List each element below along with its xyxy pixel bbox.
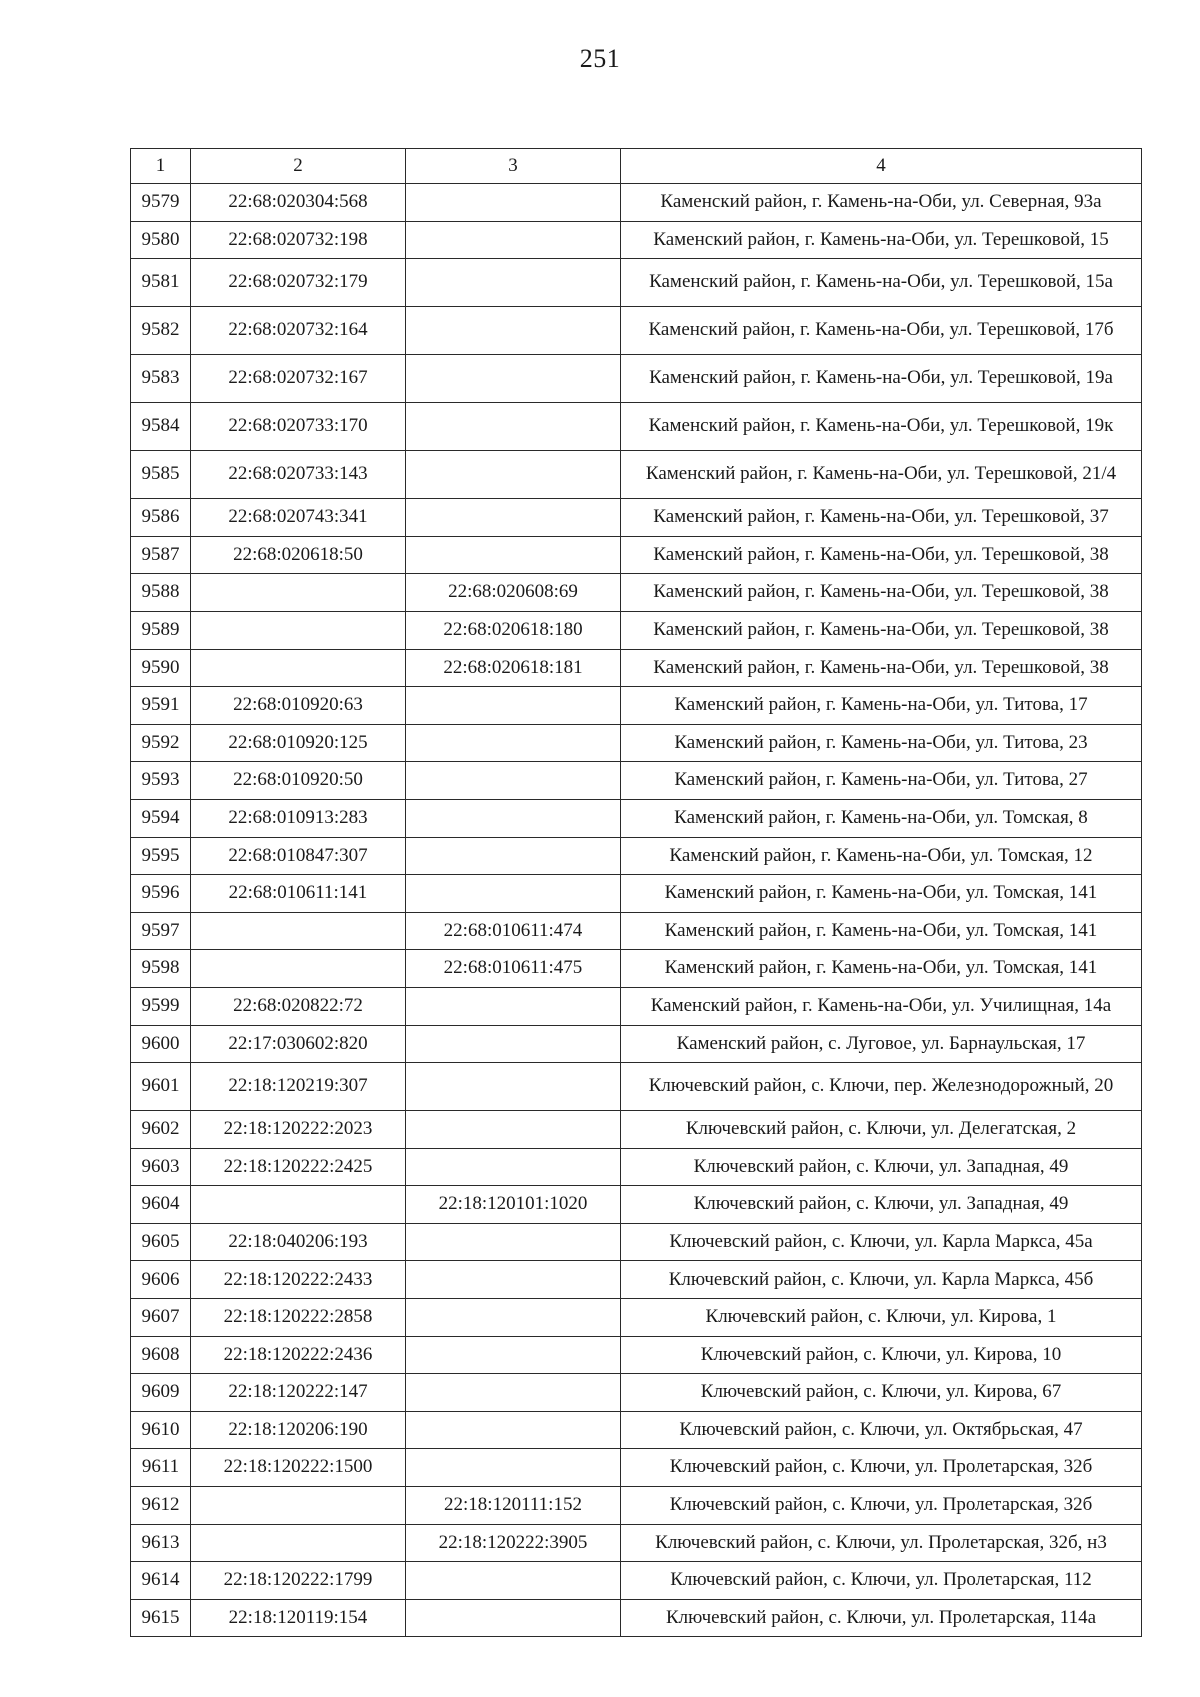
cadastral-number-col-2: 22:18:120222:2436 [191, 1336, 406, 1374]
header-col-1: 1 [131, 149, 191, 184]
address: Каменский район, г. Камень-на-Оби, ул. Терешковой, 15 [621, 221, 1142, 259]
table-row [131, 1063, 1142, 1111]
address: Каменский район, г. Камень-на-Оби, ул. Титова, 27 [621, 762, 1142, 800]
cadastral-number-col-3: 22:68:010611:475 [406, 950, 621, 988]
cadastral-number-col-3 [406, 403, 621, 451]
row-number: 9590 [131, 649, 191, 687]
cadastral-number-col-2 [191, 1487, 406, 1525]
row-number: 9597 [131, 912, 191, 950]
cadastral-number-col-3: 22:68:020618:181 [406, 649, 621, 687]
table-row [131, 184, 1142, 222]
header-col-4: 4 [621, 149, 1142, 184]
cadastral-number-col-2: 22:68:020732:164 [191, 307, 406, 355]
cadastral-number-col-3 [406, 1599, 621, 1637]
row-number: 9614 [131, 1562, 191, 1600]
cadastral-number-col-2: 22:68:010920:50 [191, 762, 406, 800]
row-number: 9593 [131, 762, 191, 800]
cadastral-number-col-2: 22:68:010920:63 [191, 687, 406, 725]
row-number: 9601 [131, 1063, 191, 1111]
cadastral-number-col-2 [191, 574, 406, 612]
row-number: 9613 [131, 1524, 191, 1562]
address: Ключевский район, с. Ключи, ул. Карла Маркса, 45а [621, 1223, 1142, 1261]
address: Каменский район, г. Камень-на-Оби, ул. Титова, 17 [621, 687, 1142, 725]
address: Каменский район, г. Камень-на-Оби, ул. Терешковой, 37 [621, 499, 1142, 537]
address: Каменский район, с. Луговое, ул. Барнаульская, 17 [621, 1025, 1142, 1063]
cadastral-number-col-3 [406, 799, 621, 837]
cadastral-number-col-3 [406, 987, 621, 1025]
cadastral-number-col-3 [406, 762, 621, 800]
table-row [131, 403, 1142, 451]
row-number: 9609 [131, 1374, 191, 1412]
row-number: 9581 [131, 259, 191, 307]
cadastral-number-col-2: 22:18:120222:1799 [191, 1562, 406, 1600]
address: Каменский район, г. Камень-на-Оби, ул. Томская, 141 [621, 912, 1142, 950]
cadastral-number-col-2: 22:68:020732:198 [191, 221, 406, 259]
table-row [131, 536, 1142, 574]
row-number: 9598 [131, 950, 191, 988]
cadastral-number-col-2 [191, 912, 406, 950]
address: Каменский район, г. Камень-на-Оби, ул. Томская, 141 [621, 875, 1142, 913]
table-row [131, 687, 1142, 725]
table-row [131, 1562, 1142, 1600]
cadastral-number-col-2: 22:68:020618:50 [191, 536, 406, 574]
cadastral-number-col-2: 22:68:020822:72 [191, 987, 406, 1025]
row-number: 9615 [131, 1599, 191, 1637]
cadastral-number-col-3 [406, 1374, 621, 1412]
cadastral-number-col-2: 22:18:120222:147 [191, 1374, 406, 1412]
table-row [131, 1336, 1142, 1374]
cadastral-number-col-3 [406, 1223, 621, 1261]
table-row [131, 912, 1142, 950]
address: Ключевский район, с. Ключи, ул. Западная, 49 [621, 1186, 1142, 1224]
cadastral-number-col-3 [406, 875, 621, 913]
address: Каменский район, г. Камень-на-Оби, ул. Терешковой, 19а [621, 355, 1142, 403]
cadastral-number-col-3 [406, 837, 621, 875]
registry-table [130, 148, 1142, 1637]
address: Каменский район, г. Камень-на-Оби, ул. Терешковой, 38 [621, 649, 1142, 687]
table-row [131, 1223, 1142, 1261]
table-row [131, 762, 1142, 800]
row-number: 9592 [131, 724, 191, 762]
table-row [131, 1025, 1142, 1063]
table-row [131, 1261, 1142, 1299]
address: Каменский район, г. Камень-на-Оби, ул. Терешковой, 38 [621, 611, 1142, 649]
header-col-3: 3 [406, 149, 621, 184]
table-row [131, 1449, 1142, 1487]
cadastral-number-col-3 [406, 259, 621, 307]
address: Каменский район, г. Камень-на-Оби, ул. Терешковой, 19к [621, 403, 1142, 451]
table-row [131, 724, 1142, 762]
cadastral-number-col-3 [406, 687, 621, 725]
cadastral-number-col-3 [406, 1562, 621, 1600]
address: Ключевский район, с. Ключи, ул. Пролетарская, 114а [621, 1599, 1142, 1637]
cadastral-number-col-2: 22:68:010847:307 [191, 837, 406, 875]
row-number: 9586 [131, 499, 191, 537]
table-row [131, 1487, 1142, 1525]
cadastral-number-col-2: 22:68:020732:179 [191, 259, 406, 307]
row-number: 9584 [131, 403, 191, 451]
cadastral-number-col-2: 22:18:120222:1500 [191, 1449, 406, 1487]
row-number: 9605 [131, 1223, 191, 1261]
address: Ключевский район, с. Ключи, ул. Кирова, 67 [621, 1374, 1142, 1412]
row-number: 9589 [131, 611, 191, 649]
address: Ключевский район, с. Ключи, ул. Карла Маркса, 45б [621, 1261, 1142, 1299]
address: Каменский район, г. Камень-на-Оби, ул. Училищная, 14а [621, 987, 1142, 1025]
row-number: 9580 [131, 221, 191, 259]
address: Ключевский район, с. Ключи, ул. Октябрьская, 47 [621, 1411, 1142, 1449]
row-number: 9608 [131, 1336, 191, 1374]
cadastral-number-col-2: 22:17:030602:820 [191, 1025, 406, 1063]
address: Каменский район, г. Камень-на-Оби, ул. Терешковой, 17б [621, 307, 1142, 355]
row-number: 9610 [131, 1411, 191, 1449]
row-number: 9591 [131, 687, 191, 725]
address: Каменский район, г. Камень-на-Оби, ул. Титова, 23 [621, 724, 1142, 762]
table-row [131, 1524, 1142, 1562]
address: Каменский район, г. Камень-на-Оби, ул. Терешковой, 38 [621, 574, 1142, 612]
table-row [131, 574, 1142, 612]
header-col-2: 2 [191, 149, 406, 184]
row-number: 9607 [131, 1299, 191, 1337]
cadastral-number-col-2: 22:68:010920:125 [191, 724, 406, 762]
table-row [131, 799, 1142, 837]
table-row [131, 875, 1142, 913]
table-row [131, 837, 1142, 875]
row-number: 9606 [131, 1261, 191, 1299]
cadastral-number-col-2 [191, 950, 406, 988]
address: Ключевский район, с. Ключи, ул. Кирова, 10 [621, 1336, 1142, 1374]
cadastral-number-col-2: 22:68:020304:568 [191, 184, 406, 222]
row-number: 9583 [131, 355, 191, 403]
cadastral-number-col-2: 22:68:020732:167 [191, 355, 406, 403]
address: Ключевский район, с. Ключи, пер. Железнодорожный, 20 [621, 1063, 1142, 1111]
cadastral-number-col-3 [406, 355, 621, 403]
cadastral-number-col-3: 22:18:120222:3905 [406, 1524, 621, 1562]
header-row [131, 149, 1142, 184]
address: Ключевский район, с. Ключи, ул. Пролетарская, 32б [621, 1487, 1142, 1525]
table-row [131, 451, 1142, 499]
cadastral-number-col-3: 22:68:020618:180 [406, 611, 621, 649]
table-row [131, 1374, 1142, 1412]
cadastral-number-col-3 [406, 1148, 621, 1186]
row-number: 9585 [131, 451, 191, 499]
cadastral-number-col-3 [406, 221, 621, 259]
table-body [131, 184, 1142, 1637]
row-number: 9611 [131, 1449, 191, 1487]
row-number: 9587 [131, 536, 191, 574]
cadastral-number-col-3: 22:18:120101:1020 [406, 1186, 621, 1224]
table-row [131, 259, 1142, 307]
address: Каменский район, г. Камень-на-Оби, ул. Томская, 8 [621, 799, 1142, 837]
table-row [131, 1411, 1142, 1449]
row-number: 9603 [131, 1148, 191, 1186]
address: Каменский район, г. Камень-на-Оби, ул. Томская, 12 [621, 837, 1142, 875]
cadastral-number-col-2: 22:18:120206:190 [191, 1411, 406, 1449]
cadastral-number-col-2 [191, 1186, 406, 1224]
cadastral-number-col-3 [406, 1063, 621, 1111]
cadastral-number-col-2 [191, 649, 406, 687]
cadastral-number-col-2 [191, 611, 406, 649]
table-row [131, 221, 1142, 259]
cadastral-number-col-3 [406, 536, 621, 574]
cadastral-number-col-3 [406, 724, 621, 762]
address: Ключевский район, с. Ключи, ул. Делегатская, 2 [621, 1111, 1142, 1149]
table-row [131, 1186, 1142, 1224]
cadastral-number-col-2: 22:68:020743:341 [191, 499, 406, 537]
cadastral-number-col-2: 22:18:120222:2023 [191, 1111, 406, 1149]
address: Ключевский район, с. Ключи, ул. Кирова, 1 [621, 1299, 1142, 1337]
table-row [131, 950, 1142, 988]
row-number: 9594 [131, 799, 191, 837]
cadastral-number-col-2: 22:18:120222:2433 [191, 1261, 406, 1299]
table-row [131, 1111, 1142, 1149]
cadastral-number-col-3: 22:68:010611:474 [406, 912, 621, 950]
cadastral-number-col-3 [406, 1449, 621, 1487]
address: Ключевский район, с. Ключи, ул. Пролетарская, 112 [621, 1562, 1142, 1600]
table-row [131, 499, 1142, 537]
row-number: 9579 [131, 184, 191, 222]
page-number: 251 [579, 44, 621, 73]
cadastral-number-col-3 [406, 451, 621, 499]
row-number: 9588 [131, 574, 191, 612]
table-row [131, 611, 1142, 649]
row-number: 9582 [131, 307, 191, 355]
cadastral-number-col-2: 22:18:120119:154 [191, 1599, 406, 1637]
cadastral-number-col-2 [191, 1524, 406, 1562]
cadastral-number-col-2: 22:68:020733:170 [191, 403, 406, 451]
cadastral-number-col-3 [406, 1336, 621, 1374]
address: Каменский район, г. Камень-на-Оби, ул. Томская, 141 [621, 950, 1142, 988]
cadastral-number-col-3: 22:18:120111:152 [406, 1487, 621, 1525]
address: Каменский район, г. Камень-на-Оби, ул. Терешковой, 21/4 [621, 451, 1142, 499]
table-row [131, 987, 1142, 1025]
address: Каменский район, г. Камень-на-Оби, ул. Терешковой, 38 [621, 536, 1142, 574]
row-number: 9612 [131, 1487, 191, 1525]
table-row [131, 1299, 1142, 1337]
cadastral-number-col-2: 22:18:120219:307 [191, 1063, 406, 1111]
table-row [131, 1599, 1142, 1637]
address: Каменский район, г. Камень-на-Оби, ул. Северная, 93а [621, 184, 1142, 222]
cadastral-number-col-2: 22:18:040206:193 [191, 1223, 406, 1261]
cadastral-number-col-3 [406, 1411, 621, 1449]
cadastral-number-col-2: 22:68:010611:141 [191, 875, 406, 913]
cadastral-number-col-3: 22:68:020608:69 [406, 574, 621, 612]
row-number: 9602 [131, 1111, 191, 1149]
cadastral-number-col-3 [406, 307, 621, 355]
table-row [131, 307, 1142, 355]
row-number: 9604 [131, 1186, 191, 1224]
cadastral-number-col-3 [406, 1261, 621, 1299]
row-number: 9599 [131, 987, 191, 1025]
cadastral-number-col-2: 22:68:010913:283 [191, 799, 406, 837]
cadastral-number-col-3 [406, 184, 621, 222]
row-number: 9596 [131, 875, 191, 913]
row-number: 9600 [131, 1025, 191, 1063]
cadastral-number-col-3 [406, 499, 621, 537]
cadastral-number-col-3 [406, 1025, 621, 1063]
table-row [131, 649, 1142, 687]
row-number: 9595 [131, 837, 191, 875]
cadastral-number-col-3 [406, 1111, 621, 1149]
address: Ключевский район, с. Ключи, ул. Западная, 49 [621, 1148, 1142, 1186]
cadastral-number-col-3 [406, 1299, 621, 1337]
table-row [131, 355, 1142, 403]
cadastral-number-col-2: 22:18:120222:2425 [191, 1148, 406, 1186]
table-row [131, 1148, 1142, 1186]
address: Ключевский район, с. Ключи, ул. Пролетарская, 32б [621, 1449, 1142, 1487]
cadastral-number-col-2: 22:68:020733:143 [191, 451, 406, 499]
address: Ключевский район, с. Ключи, ул. Пролетарская, 32б, н3 [621, 1524, 1142, 1562]
address: Каменский район, г. Камень-на-Оби, ул. Терешковой, 15а [621, 259, 1142, 307]
cadastral-number-col-2: 22:18:120222:2858 [191, 1299, 406, 1337]
table-header [131, 149, 1142, 184]
